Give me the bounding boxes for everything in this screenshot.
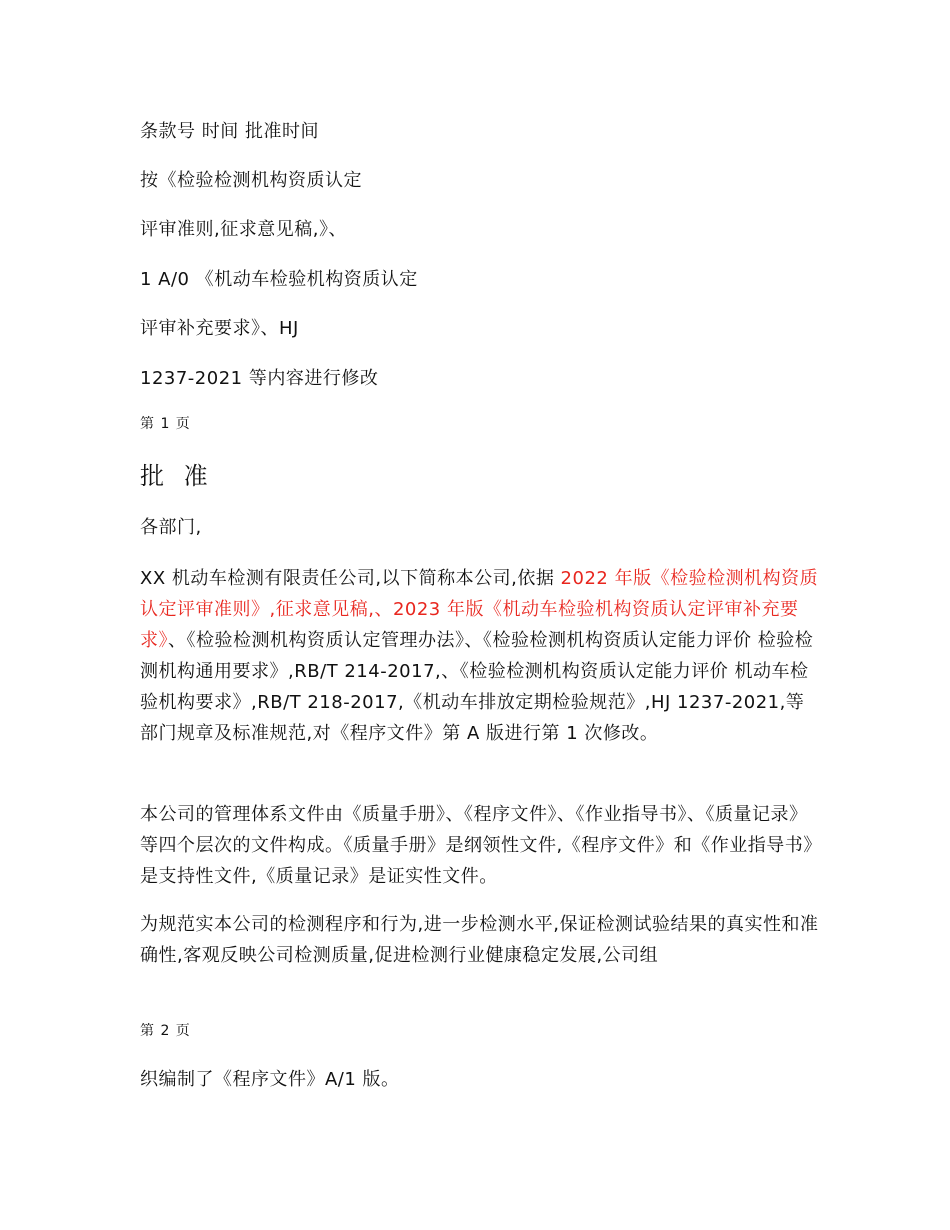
header-line-5: 评审补充要求》、HJ — [140, 318, 299, 339]
page-number-1: 第 1 页 — [140, 416, 191, 432]
page-number-2: 第 2 页 — [140, 1023, 191, 1039]
final-line: 织编制了《程序文件》A/1 版。 — [140, 1069, 400, 1090]
header-line-2: 按《检验检测机构资质认定 — [140, 170, 362, 191]
paragraph-basis — [140, 563, 820, 749]
paragraph-basis-highlight: 2022 年版《检验检测机构资质认定评审准则》,征求意见稿,、2023 年版《机动车检验机构资质认定评审补充要求》 — [140, 568, 819, 651]
paragraph-basis-intro: XX 机动车检测有限责任公司,以下简称本公司,依据 — [140, 568, 561, 589]
header-line-6: 1237-2021 等内容进行修改 — [140, 368, 379, 389]
header-line-3: 评审准则,征求意见稿,》、 — [140, 219, 347, 240]
paragraph-basis-rest: 、《检验检测机构资质认定管理办法》、《检验检测机构资质认定能力评价 检验检测机构通用要求》,RB/T 214-2017,、《检验检测机构资质认定能力评价 机动车检验机构要求》,RB/T 218-2017,《机动车排放定期检验规范》,HJ 1237-2021,等部门规章及标准规范,对《程序文件》第 A 版进行第 1 次修改。 — [140, 630, 814, 744]
paragraph-structure: 本公司的管理体系文件由《质量手册》、《程序文件》、《作业指导书》、《质量记录》等四个层次的文件构成。《质量手册》是纲领性文件,《程序文件》和《作业指导书》是支持性文件,《质量记录》是证实性文件。 — [140, 804, 813, 887]
header-line-4: 1 A/0 《机动车检验机构资质认定 — [140, 269, 418, 290]
salutation: 各部门, — [140, 517, 202, 538]
approval-heading: 批 准 — [140, 462, 214, 490]
paragraph-purpose: 为规范实本公司的检测程序和行为,进一步检测水平,保证检测试验结果的真实性和准确性,客观反映公司检测质量,促进检测行业健康稳定发展,公司组 — [140, 914, 819, 966]
header-line-1: 条款号 时间 批准时间 — [140, 121, 319, 142]
